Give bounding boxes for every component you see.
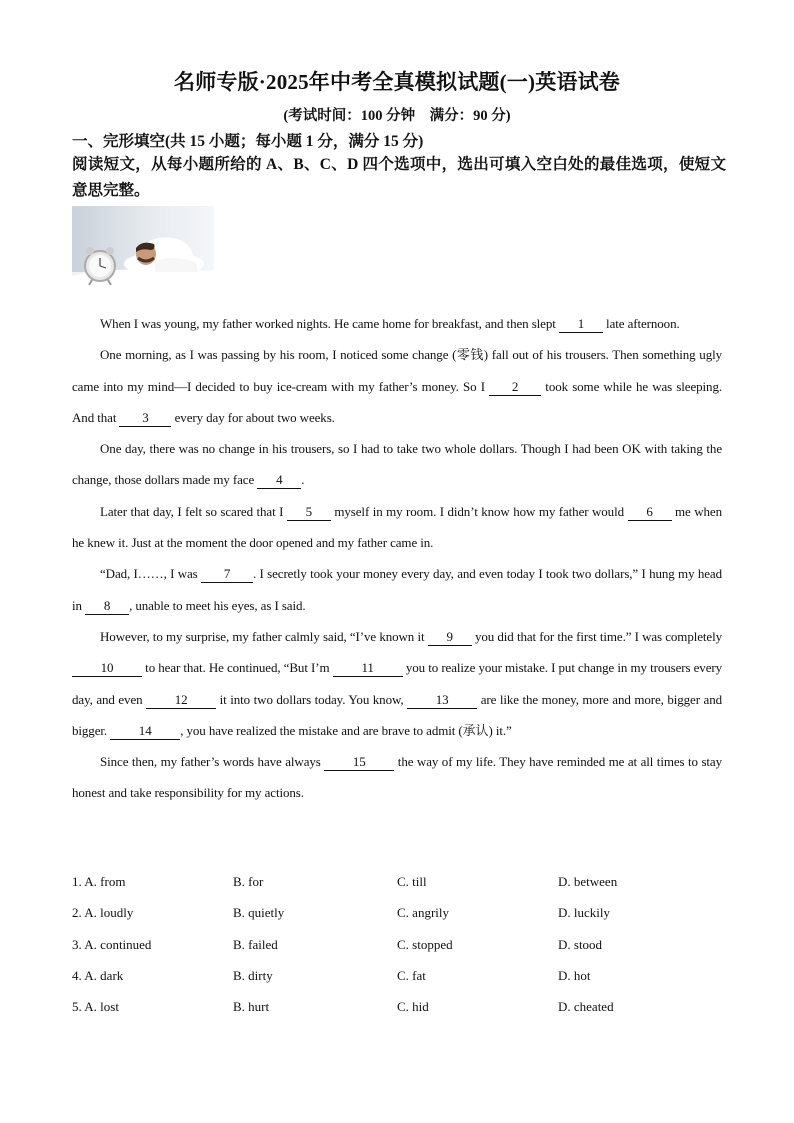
section-instruction: 阅读短文，从每小题所给的 A、B、C、D 四个选项中，选出可填入空白处的最佳选项，使短文意思完整。 bbox=[72, 156, 726, 199]
option-5-b: B. hurt bbox=[233, 999, 270, 1015]
passage-text: the way of my life. They have reminded me at all times to stay honest and take responsibility for my actions. bbox=[72, 754, 722, 801]
paragraph-1 bbox=[72, 308, 722, 339]
blank-6: 6 bbox=[628, 504, 672, 521]
answer-options bbox=[72, 868, 732, 1024]
passage-text: me when he knew it. Just at the moment the door opened and my father came in. bbox=[72, 503, 722, 551]
paragraph-2 bbox=[72, 339, 722, 433]
option-4-d: D. hot bbox=[558, 967, 591, 983]
passage-text: , you have realized the mistake and are brave to admit (承认) it.” bbox=[180, 722, 512, 738]
passage-text: it into two dollars today. You know, bbox=[216, 691, 408, 707]
paragraph-4 bbox=[72, 496, 722, 559]
option-5-a: 5. A. lost bbox=[72, 999, 119, 1015]
passage-text: you to realize your mistake. I put change in my trousers every day, and even bbox=[72, 660, 722, 707]
option-5-c: C. hid bbox=[397, 999, 429, 1015]
passage-text: you did that for the first time.” I was completely bbox=[471, 628, 722, 644]
blank-2: 2 bbox=[489, 379, 541, 396]
passage-text: myself in my room. I didn’t know how my father would bbox=[330, 503, 628, 519]
passage-text: . I secretly took your money every day, and even today I took two dollars,” I hung my head in bbox=[72, 566, 722, 613]
blank-13: 13 bbox=[407, 692, 477, 709]
passage-text: . bbox=[301, 472, 305, 488]
passage-text: When I was young, my father worked nights. He came home for breakfast, and then slept bbox=[100, 316, 559, 331]
blank-10: 10 bbox=[72, 660, 142, 677]
passage-text: every day for about two weeks. bbox=[171, 409, 335, 425]
paragraph-7 bbox=[72, 746, 722, 809]
passage-text: “Dad, I……, I was bbox=[100, 566, 202, 582]
option-row-1 bbox=[72, 868, 732, 899]
option-1-d: D. between bbox=[558, 874, 618, 889]
option-2-b: B. quietly bbox=[233, 905, 285, 921]
section-heading: 一、完形填空(共 15 小题；每小题 1 分，满分 15 分) bbox=[72, 133, 424, 150]
blank-9: 9 bbox=[428, 629, 472, 646]
blank-12: 12 bbox=[146, 692, 216, 709]
passage-text: late afternoon. bbox=[602, 316, 680, 331]
blank-1: 1 bbox=[559, 316, 603, 333]
option-4-a: 4. A. dark bbox=[72, 967, 124, 983]
sleeping-man-photo bbox=[72, 206, 214, 299]
sleeping-man-illustration bbox=[72, 206, 214, 299]
passage-text: Later that day, I felt so scared that I bbox=[100, 503, 287, 519]
passage-text: are like the money, more and more, bigger and bigger. bbox=[72, 691, 722, 738]
cloze-passage bbox=[72, 308, 722, 809]
option-row-3 bbox=[72, 931, 732, 962]
blank-3: 3 bbox=[119, 410, 171, 427]
option-5-d: D. cheated bbox=[558, 999, 614, 1015]
blank-4: 4 bbox=[257, 472, 301, 489]
passage-text: One day, there was no change in his trousers, so I had to take two whole dollars. Though I had been OK with taking the change, those dollars made my face bbox=[72, 441, 722, 488]
blank-5: 5 bbox=[287, 504, 331, 521]
blank-14: 14 bbox=[110, 723, 180, 740]
option-3-c: C. stopped bbox=[397, 936, 453, 952]
blank-7: 7 bbox=[201, 566, 253, 583]
option-1-c: C. till bbox=[397, 874, 427, 889]
exam-title: 名师专版·2025年中考全真模拟试题(一)英语试卷 bbox=[174, 70, 620, 94]
option-row-2 bbox=[72, 899, 732, 930]
option-3-d: D. stood bbox=[558, 936, 603, 952]
option-1-a: 1. A. from bbox=[72, 874, 126, 889]
passage-text: , unable to meet his eyes, as I said. bbox=[129, 597, 306, 613]
blank-11: 11 bbox=[333, 660, 403, 677]
passage-text: to hear that. He continued, “But I’m bbox=[142, 660, 333, 676]
passage-text: Since then, my father’s words have always bbox=[100, 754, 325, 770]
paragraph-3 bbox=[72, 433, 722, 496]
option-row-5 bbox=[72, 993, 732, 1024]
option-3-a: 3. A. continued bbox=[72, 936, 152, 952]
option-4-b: B. dirty bbox=[233, 967, 273, 983]
option-3-b: B. failed bbox=[233, 936, 278, 952]
option-1-b: B. for bbox=[233, 874, 264, 889]
option-4-c: C. fat bbox=[397, 967, 426, 983]
paragraph-5 bbox=[72, 558, 722, 621]
blank-15: 15 bbox=[324, 754, 394, 771]
option-row-4 bbox=[72, 962, 732, 993]
passage-text: One morning, as I was passing by his room, I noticed some change (零钱) fall out of his trousers. Then something ugly came into my mind—I decided to buy ice-cream with my father’s money. So I bbox=[72, 347, 722, 394]
passage-text: However, to my surprise, my father calmly said, “I’ve known it bbox=[100, 628, 428, 644]
option-2-d: D. luckily bbox=[558, 905, 610, 921]
blank-8: 8 bbox=[85, 598, 129, 615]
option-2-c: C. angrily bbox=[397, 905, 449, 921]
option-2-a: 2. A. loudly bbox=[72, 905, 134, 921]
passage-text: took some while he was sleeping. And that bbox=[72, 378, 722, 425]
exam-subtitle: (考试时间：100 分钟 满分：90 分) bbox=[283, 108, 511, 124]
paragraph-6 bbox=[72, 621, 722, 746]
